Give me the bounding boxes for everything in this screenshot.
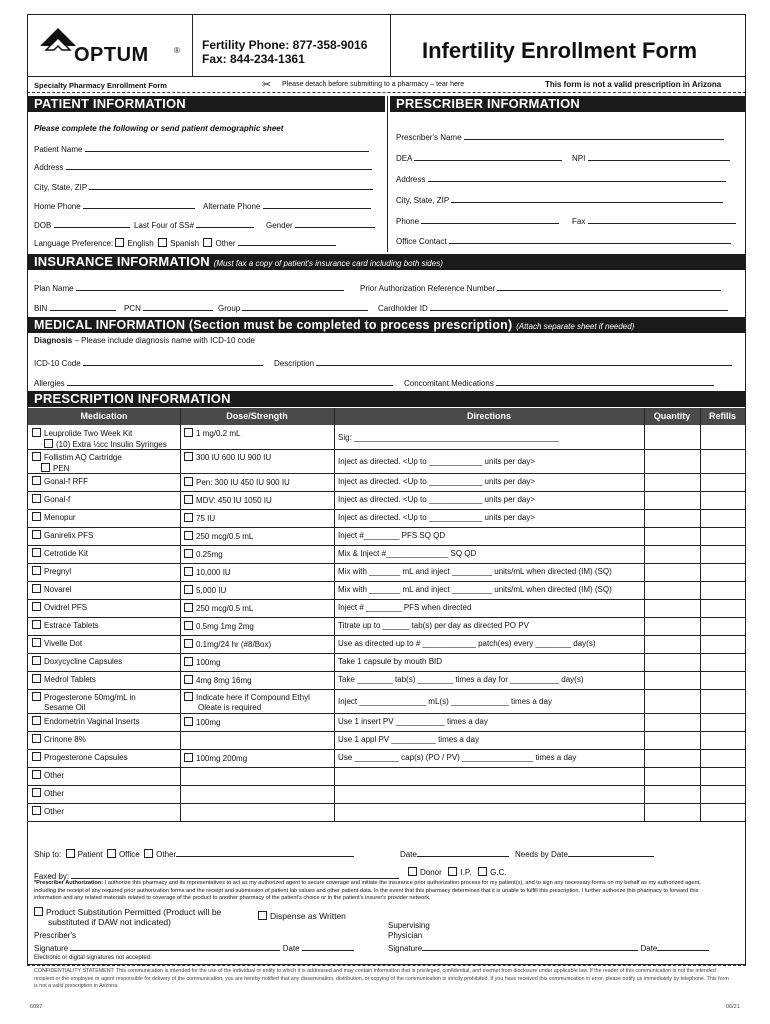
rx-row-divider: [28, 653, 745, 654]
medication-label: Pregnyl: [44, 567, 72, 576]
ship-to: Ship to: Patient Office Other: [34, 847, 354, 860]
header-divider-2: [390, 14, 391, 76]
dose-checkbox[interactable]: [184, 675, 193, 684]
rx-row-divider: [28, 545, 745, 546]
medication-label: Sesame Oil: [44, 703, 86, 712]
rx-row-directions[interactable]: Mix with _______ mL and inject _________ units/mL when directed (IM) (SQ): [338, 567, 612, 576]
dose-label: MDV: 450 IU 1050 IU: [196, 496, 272, 505]
concomitant-field[interactable]: Concomitant Medications: [404, 376, 714, 389]
prescriber-fax-field[interactable]: Fax: [572, 214, 736, 227]
rx-row-dose: [184, 603, 253, 614]
rx-row-medication: [32, 428, 167, 450]
medication-checkbox[interactable]: [32, 452, 41, 461]
medication-label: Gonal-f: [44, 495, 71, 504]
fertility-phone: Fertility Phone: 877-358-9016: [202, 38, 368, 52]
dose-label: 250 mcg/0.5 mL: [196, 532, 254, 541]
medication-label: Leuprolide Two Week Kit: [44, 429, 133, 438]
rx-row-directions[interactable]: Inject as directed. <Up to ____________ units per day>: [338, 495, 536, 504]
rx-row-medication: [32, 494, 70, 505]
donor-type: Donor I.P. G.C.: [408, 867, 507, 878]
rx-row-directions[interactable]: Inject # ________ PFS when directed: [338, 603, 472, 612]
dose-label: Oleate is required: [198, 703, 262, 712]
rx-row-directions[interactable]: Inject _______________ mL(s) _____________ times a day: [338, 697, 552, 706]
rx-row-divider: [28, 581, 745, 582]
medication-checkbox[interactable]: [32, 530, 41, 539]
electronic-note: Electronic or digital signatures not accepted.: [34, 955, 152, 961]
dose-checkbox[interactable]: [184, 452, 193, 461]
prescriber-phone-field[interactable]: Phone: [396, 214, 559, 227]
rx-row-divider: [28, 473, 745, 474]
rx-row-medication: [32, 620, 99, 631]
rx-row-divider: [28, 731, 745, 732]
rx-row-divider: [28, 509, 745, 510]
tear-note: Please detach before submitting to a pharmacy – tear here: [282, 81, 465, 88]
ship-other-checkbox[interactable]: [144, 849, 153, 858]
medication-label: Vivelle Dot: [44, 639, 83, 648]
rx-row-medication: [32, 806, 64, 817]
medication-checkbox[interactable]: [32, 620, 41, 629]
daw-option: Dispense as Written: [258, 911, 346, 921]
medication-checkbox[interactable]: [32, 716, 41, 725]
medication-label: Crinone 8%: [44, 735, 86, 744]
header-medication: Medication: [28, 408, 180, 425]
rx-row-medication: [32, 674, 96, 685]
patient-prescriber-divider: [387, 96, 388, 252]
medication-label: (10) Extra ½cc Insulin Syringes: [56, 440, 167, 449]
rx-row-dose: [184, 531, 253, 542]
header-refills: Refills: [700, 408, 745, 425]
rx-row-medication: [32, 584, 72, 595]
prescription-info-header: PRESCRIPTION INFORMATION: [28, 391, 745, 407]
rx-row-directions[interactable]: Mix & Inject #______________ SQ QD: [338, 549, 477, 558]
rx-row-dose: [184, 753, 247, 764]
rx-row-dose: [184, 621, 254, 632]
medication-label: Gonal-f RFF: [44, 477, 89, 486]
invalid-note: This form is not a valid prescription in Arizona: [545, 80, 722, 89]
rx-row-directions[interactable]: Use 1 appl PV __________ times a day: [338, 735, 479, 744]
rx-row-dose: [184, 675, 252, 686]
rx-row-divider: [28, 491, 745, 492]
rx-row-divider: [28, 713, 745, 714]
medication-checkbox[interactable]: [32, 752, 41, 761]
patient-address-field[interactable]: Address: [34, 160, 372, 173]
diagnosis-instruction: Diagnosis – Please include diagnosis name with ICD-10 code: [34, 336, 256, 345]
medication-label: Endometrin Vaginal Inserts: [44, 717, 140, 726]
medication-checkbox[interactable]: [32, 476, 41, 485]
rx-row-directions[interactable]: Take ________ tab(s) ________ times a day for ___________ day(s): [338, 675, 584, 684]
plan-name-field[interactable]: Plan Name: [34, 281, 344, 294]
medication-checkbox[interactable]: [32, 788, 41, 797]
rx-row-medication: [32, 476, 88, 487]
form-code-left: 6097: [30, 1004, 43, 1010]
rx-row-divider: [28, 749, 745, 750]
rx-row-medication: [32, 602, 87, 613]
medication-checkbox[interactable]: [32, 770, 41, 779]
dose-label: 75 IU: [196, 514, 216, 523]
subtitle-left: Specialty Pharmacy Enrollment Form: [34, 81, 167, 90]
rx-table-bottom: [27, 821, 746, 822]
patient-ssn-field[interactable]: Last Four of SS#: [134, 218, 254, 231]
prescriber-dea-field[interactable]: DEA: [396, 151, 562, 164]
rx-row-medication: [32, 692, 136, 713]
dose-label: 10,000 IU: [196, 568, 231, 577]
rx-row-dose: [184, 495, 272, 506]
medication-label: Estrace Tablets: [44, 621, 99, 630]
patient-info-header: PATIENT INFORMATION: [28, 96, 385, 112]
dose-label: 4mg 8mg 16mg: [196, 676, 252, 685]
description-field[interactable]: Description: [274, 356, 732, 369]
medication-label: Ganirelix PFS: [44, 531, 94, 540]
date-field[interactable]: Date: [400, 847, 509, 860]
prescriber-sig-label: Prescriber's: [34, 931, 76, 940]
medication-label: Follistim AQ Cartridge: [44, 453, 122, 462]
rx-row-dose: [184, 428, 240, 439]
dose-label: 100mg 200mg: [196, 754, 248, 763]
rx-row-dose: [184, 452, 271, 463]
rx-row-directions[interactable]: Titrate up to ______ tab(s) per day as directed PO PV: [338, 621, 529, 630]
medication-label: Other: [44, 807, 65, 816]
medication-label: PEN: [53, 464, 70, 473]
rx-row-dose: [184, 585, 226, 596]
rx-row-dose: [184, 717, 220, 728]
gc-checkbox[interactable]: [478, 867, 487, 876]
prescriber-authorization: *Prescriber Authorization: I authorize this pharmacy and its representatives to act as my authorized agent to secure coverage and initiate the insurance prior authorization process for my patient(s), and to sign any necessary forms on my behalf as my authorized agent, including the receipt of any required prior authorization forms and the receipt and submission of patient lab values and other patient data. In the event that this pharmacy determines that it is unable to fulfill this prescription, I further authorize this pharmacy to forward this information and any related materials related to coverage of the product to another pharmacy of the patient's choice or in the patient's insurer's provider network.: [34, 880, 701, 901]
medication-checkbox[interactable]: [32, 806, 41, 815]
header-dose: Dose/Strength: [180, 408, 334, 425]
dose-label: Pen: 300 IU 450 IU 900 IU: [196, 478, 290, 487]
substitution-option: Product Substitution Permitted (Product will be: [34, 907, 221, 917]
rx-row-medication: [32, 716, 139, 727]
header-bottom-line: [27, 76, 746, 77]
dose-checkbox[interactable]: [184, 657, 193, 666]
rx-row-medication: [32, 656, 122, 667]
header-quantity: Quantity: [644, 408, 700, 425]
rx-row-divider: [28, 599, 745, 600]
prescriber-address-field[interactable]: Address: [396, 172, 726, 185]
lang-spanish-checkbox[interactable]: [158, 238, 167, 247]
rx-row-medication: [32, 530, 93, 541]
medication-checkbox[interactable]: [32, 548, 41, 557]
patient-home-phone-field[interactable]: Home Phone: [34, 199, 195, 212]
rx-row-medication: [32, 548, 88, 559]
rx-row-directions[interactable]: Mix with _______ mL and inject _________ units/mL when directed (IM) (SQ): [338, 585, 612, 594]
dose-checkbox[interactable]: [184, 692, 193, 701]
rx-row-directions[interactable]: Inject as directed. <Up to ____________ units per day>: [338, 457, 536, 466]
prescriber-contact-field[interactable]: Office Contact: [396, 234, 731, 247]
substitution-checkbox[interactable]: [34, 907, 43, 916]
rx-row-medication: [32, 788, 64, 799]
rx-row-directions[interactable]: Inject as directed. <Up to ____________ units per day>: [338, 513, 536, 522]
rx-row-medication: [32, 752, 128, 763]
rx-row-divider: [28, 527, 745, 528]
dose-label: 250 mcg/0.5 mL: [196, 604, 254, 613]
dose-label: 0.25mg: [196, 550, 223, 559]
rx-row-directions[interactable]: Inject #________ PFS SQ QD: [338, 531, 446, 540]
dose-checkbox[interactable]: [184, 428, 193, 437]
medication-checkbox[interactable]: [32, 734, 41, 743]
icd-code-field[interactable]: ICD-10 Code: [34, 356, 263, 369]
medication-checkbox[interactable]: [32, 566, 41, 575]
dose-checkbox[interactable]: [184, 477, 193, 486]
form-title: Infertility Enrollment Form: [422, 38, 698, 63]
dose-checkbox[interactable]: [184, 549, 193, 558]
rx-row-dose: [184, 639, 271, 650]
rx-row-medication: [32, 770, 64, 781]
medical-info-header: MEDICAL INFORMATION (Section must be completed to process prescription) (Attach separate sheet if needed): [28, 317, 745, 333]
prior-auth-field[interactable]: Prior Authorization Reference Number: [360, 281, 721, 294]
rx-column-divider: [700, 408, 701, 821]
rx-row-dose: [184, 549, 223, 560]
fax-number: Fax: 844-234-1361: [202, 52, 305, 66]
ip-checkbox[interactable]: [448, 867, 457, 876]
rx-row-divider: [28, 803, 745, 804]
dose-label: 0.1mg/24 hr (#8/Box): [196, 640, 272, 649]
bin-field[interactable]: BIN: [34, 301, 116, 314]
rx-row-dose: [184, 657, 220, 668]
ship-office-checkbox[interactable]: [107, 849, 116, 858]
medication-checkbox[interactable]: [32, 674, 41, 683]
sub-option-checkbox[interactable]: [41, 463, 50, 472]
scissors-icon: ✂: [262, 79, 272, 91]
logo-registered: ®: [174, 46, 180, 55]
dose-label: 100mg: [196, 718, 221, 727]
prescriber-signature-field[interactable]: Signature Date: [34, 941, 354, 954]
dose-checkbox[interactable]: [184, 495, 193, 504]
medication-label: Doxycycline Capsules: [44, 657, 123, 666]
medication-checkbox[interactable]: [32, 602, 41, 611]
medication-checkbox[interactable]: [32, 512, 41, 521]
tear-line: [27, 92, 746, 93]
rx-row-dose: [184, 477, 290, 488]
rx-row-directions[interactable]: Use as directed up to # ____________ patch(es) every ________ day(s): [338, 639, 596, 648]
medication-label: Other: [44, 789, 65, 798]
pcn-field[interactable]: PCN: [124, 301, 213, 314]
dose-label: Indicate here if Compound Ethyl: [196, 693, 310, 702]
daw-checkbox[interactable]: [258, 911, 267, 920]
header-directions: Directions: [334, 408, 644, 425]
rx-column-divider: [334, 408, 335, 821]
medication-checkbox[interactable]: [32, 584, 41, 593]
prescriber-name-field[interactable]: Prescriber's Name: [396, 130, 724, 143]
bottom-tear-line: [27, 965, 746, 966]
supervising-signature-field[interactable]: Signature Date: [388, 941, 709, 954]
rx-row-directions[interactable]: Use __________ cap(s) (PO / PV) ________________ times a day: [338, 753, 577, 762]
rx-row-divider: [28, 635, 745, 636]
prescriber-city-field[interactable]: City, State, ZIP: [396, 193, 723, 206]
language-preference: Language Preference: English Spanish Other: [34, 236, 336, 249]
patient-name-field[interactable]: Patient Name: [34, 142, 369, 155]
rx-column-divider: [644, 408, 645, 821]
dose-label: 0.5mg 1mg 2mg: [196, 622, 254, 631]
medication-label: Ovidrel PFS: [44, 603, 88, 612]
rx-row-dose: [184, 513, 215, 524]
rx-row-medication: [32, 566, 71, 577]
rx-row-divider: [28, 767, 745, 768]
dose-checkbox[interactable]: [184, 621, 193, 630]
medication-label: Other: [44, 771, 65, 780]
medication-label: Novarel: [44, 585, 72, 594]
rx-row-directions[interactable]: Inject as directed. <Up to ____________ units per day>: [338, 477, 536, 486]
rx-row-divider: [28, 785, 745, 786]
substitution-line2: substituted if DAW not indicated): [48, 917, 171, 927]
medication-label: Menopur: [44, 513, 76, 522]
faxed-by-field[interactable]: Faxed by:: [34, 869, 399, 882]
lang-other-checkbox[interactable]: [203, 238, 212, 247]
prescriber-npi-field[interactable]: NPI: [572, 151, 730, 164]
patient-city-field[interactable]: City, State, ZIP: [34, 180, 373, 193]
dose-label: 100mg: [196, 658, 221, 667]
medication-checkbox[interactable]: [32, 428, 41, 437]
supervising-label: Supervising: [388, 921, 430, 930]
medication-checkbox[interactable]: [32, 638, 41, 647]
prescriber-info-header: PRESCRIBER INFORMATION: [390, 96, 745, 112]
dose-checkbox[interactable]: [184, 717, 193, 726]
rx-row-divider: [28, 563, 745, 564]
rx-row-divider: [28, 449, 745, 450]
group-field[interactable]: Group: [218, 301, 368, 314]
rx-row-directions[interactable]: Use 1 insert PV ___________ times a day: [338, 717, 488, 726]
rx-row-directions[interactable]: Take 1 capsule by mouth BID: [338, 657, 443, 666]
header-divider-1: [192, 14, 193, 76]
patient-instruction: Please complete the following or send patient demographic sheet: [34, 124, 284, 133]
medication-checkbox[interactable]: [32, 494, 41, 503]
rx-row-divider: [28, 689, 745, 690]
donor-checkbox[interactable]: [408, 867, 417, 876]
dose-checkbox[interactable]: [184, 639, 193, 648]
medication-checkbox[interactable]: [32, 692, 41, 701]
ship-patient-checkbox[interactable]: [66, 849, 75, 858]
rx-row-dose: [184, 567, 231, 578]
sub-option-checkbox[interactable]: [44, 439, 53, 448]
patient-gender-field[interactable]: Gender: [266, 218, 375, 231]
logo-text: OPTUM: [74, 44, 149, 66]
medication-label: Medrol Tablets: [44, 675, 96, 684]
rx-row-medication: [32, 512, 76, 523]
rx-row-directions[interactable]: Sig: ______________________________________________: [338, 433, 559, 442]
medication-label: Progesterone Capsules: [44, 753, 128, 762]
patient-dob-field[interactable]: DOB: [34, 218, 130, 231]
optum-logo: [36, 26, 186, 70]
needs-by-field[interactable]: Needs by Date: [515, 847, 654, 860]
rx-row-medication: [32, 638, 82, 649]
rx-row-medication: [32, 734, 86, 745]
lang-english-checkbox[interactable]: [115, 238, 124, 247]
physician-label: Physician: [388, 931, 423, 940]
rx-row-divider: [28, 671, 745, 672]
rx-row-divider: [28, 617, 745, 618]
medication-label: Cetrotide Kit: [44, 549, 89, 558]
allergies-field[interactable]: Allergies: [34, 376, 393, 389]
medication-label: Progesterone 50mg/mL in: [44, 693, 136, 702]
dose-checkbox[interactable]: [184, 585, 193, 594]
rx-row-dose: [184, 692, 310, 713]
confidentiality-statement: CONFIDENTIALITY STATEMENT: This communication is intended for the use of the individual or entity to which it is addressed and may contain information that is privileged, confidential, and exempt from disclosure under applicable law. If the reader of this communication is not the intended recipient or the employee or agent responsible for delivery of the communication, you are hereby notified that any dissemination, distribution, or copying of the communication is strictly prohibited. If you have received this communication in error, please notify us immediately by telephone. This form is not a valid prescription in Arizona.: [34, 968, 729, 989]
patient-alt-phone-field[interactable]: Alternate Phone: [203, 199, 371, 212]
dose-label: 1 mg/0.2 mL: [196, 429, 241, 438]
cardholder-field[interactable]: Cardholder ID: [378, 301, 728, 314]
insurance-info-header: INSURANCE INFORMATION (Must fax a copy of patient's insurance card including both sides): [28, 254, 745, 270]
dose-label: 5,000 IU: [196, 586, 227, 595]
form-code-right: 06/21: [726, 1004, 740, 1010]
medication-checkbox[interactable]: [32, 656, 41, 665]
dose-checkbox[interactable]: [184, 753, 193, 762]
dose-checkbox[interactable]: [184, 513, 193, 522]
dose-checkbox[interactable]: [184, 567, 193, 576]
rx-row-medication: [32, 452, 122, 474]
dose-checkbox[interactable]: [184, 603, 193, 612]
dose-label: 300 IU 600 IU 900 IU: [196, 453, 272, 462]
rx-column-divider: [180, 408, 181, 821]
dose-checkbox[interactable]: [184, 531, 193, 540]
